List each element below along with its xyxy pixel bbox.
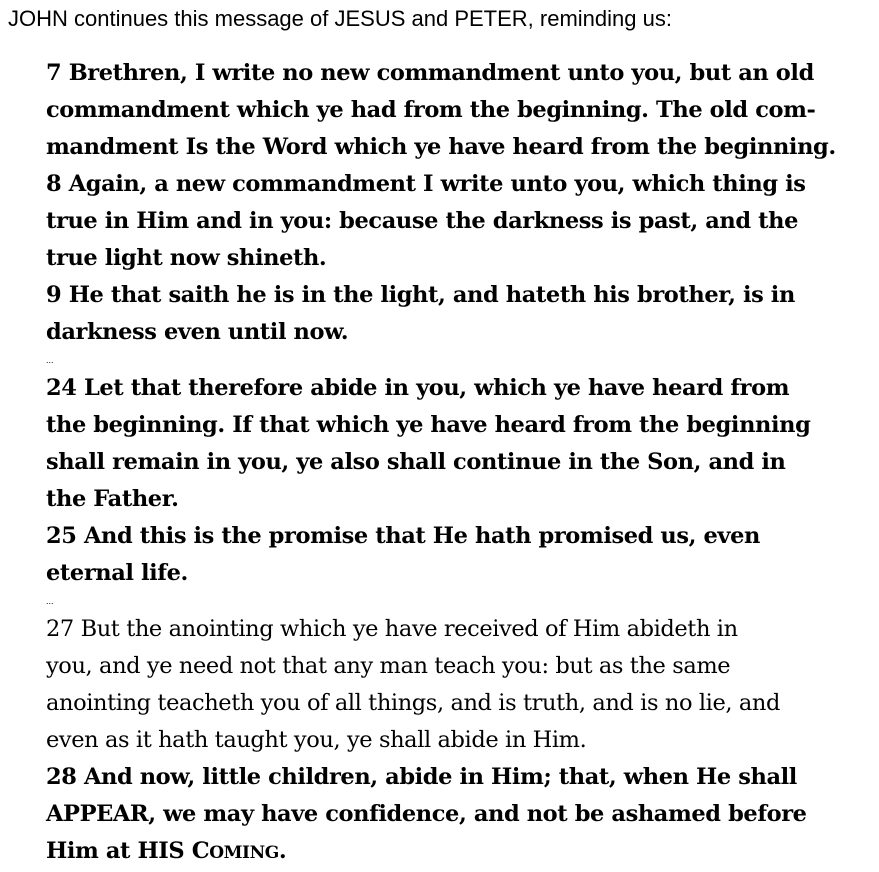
verse-7-line-3: mandment Is the Word which ye have heard from the beginning. [46,134,836,160]
coming-small-caps: OMING [209,843,279,863]
verse-27-line-2: you, and ye need not that any man teach you: but as the same [46,653,731,679]
scripture-quote [46,55,871,870]
intro-line: JOHN continues this message of JESUS and PETER, reminding us: [8,6,672,31]
verse-8-line-2: true in Him and in you: because the darkness is past, and the [46,208,799,234]
verse-24-line-2: the beginning. If that which ye have heard from the beginning [46,412,811,438]
ellipsis-separator: ... [46,355,54,365]
verse-28-period: . [278,838,287,864]
ellipsis-separator: ... [46,596,54,606]
verse-7-line-1: 7 Brethren, I write no new commandment unto you, but an old [46,60,814,86]
verse-8-line-3: true light now shineth. [46,245,327,271]
verse-27-line-1: 27 But the anointing which ye have received of Him abideth in [46,616,738,642]
verse-24-line-3: shall remain in you, ye also shall continue in the Son, and in [46,449,786,475]
verse-28-line-3 [46,833,871,870]
verse-28-line-1: 28 And now, little children, abide in Him; that, when He shall [46,764,797,790]
verse-27-line-4: even as it hath taught you, ye shall abide in Him. [46,727,587,753]
coming-initial: C [191,838,210,864]
verse-25-line-1: 25 And this is the promise that He hath promised us, even [46,523,760,549]
verse-24-line-4: the Father. [46,486,179,512]
verse-8-line-1: 8 Again, a new commandment I write unto you, which thing is [46,171,806,197]
verse-9-line-1: 9 He that saith he is in the light, and hateth his brother, is in [46,282,795,308]
verse-24-line-1: 24 Let that therefore abide in you, which ye have heard from [46,375,790,401]
verse-9-line-2: darkness even until now. [46,319,349,345]
verse-28-prefix: Him at HIS [46,838,192,864]
verse-28-line-2: APPEAR, we may have confidence, and not be ashamed before [46,801,807,827]
verse-27-line-3: anointing teacheth you of all things, and is truth, and is no lie, and [46,690,780,716]
verse-7-line-2: commandment which ye had from the beginning. The old com- [46,97,816,123]
verse-25-line-2: eternal life. [46,560,188,586]
